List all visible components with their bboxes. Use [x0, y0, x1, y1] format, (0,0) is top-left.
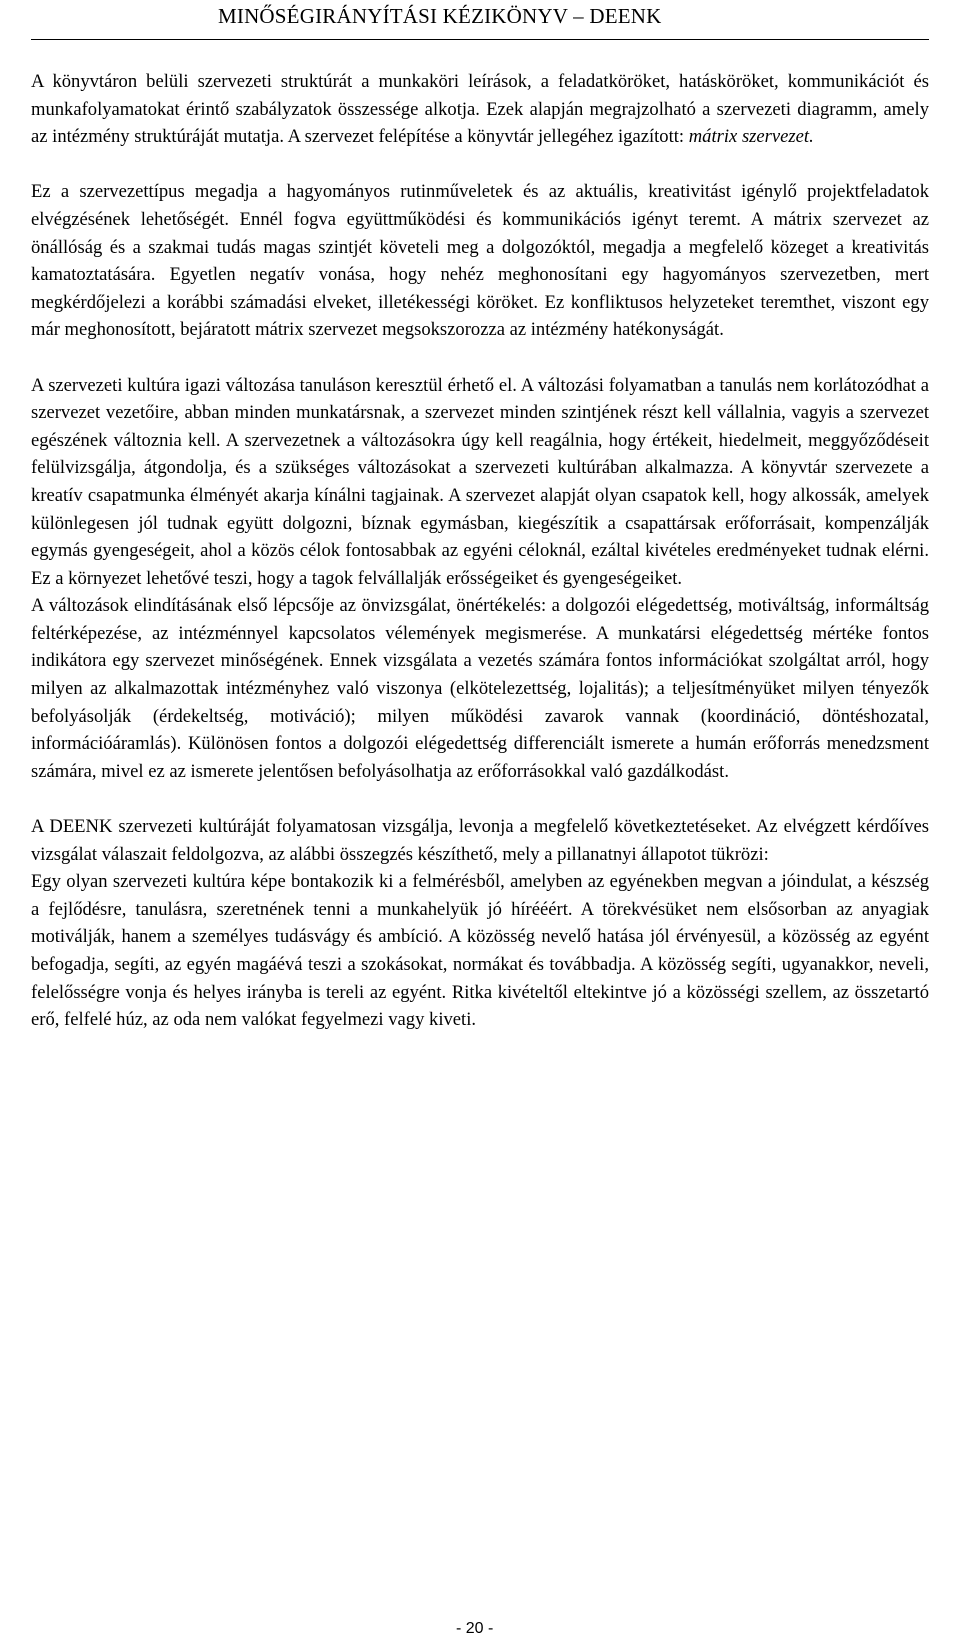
paragraph-summary: Egy olyan szervezeti kultúra képe bontakozik ki a felmérésből, amelyben az egyénekben megvan a jóindulat, a készség a fejlődésre, tanulásra, szeretnének tenni a munkahelyük jó hírééért. A törekvésüket nem elsősorban az anyagiak motiválják, hanem a személyes tudásvágy és ambíció. A közösség nevelő hatása jól érvényesül, a közösség az egyént befogadja, segíti, az egyén magáévá teszi a szokásokat, normákat és továbbadja. A közösség segíti, ugyanakkor, neveli, felelősségre vonja és helyes irányba is tereli az egyént. Ritka kivételtől eltekintve jó a közösségi szellem, az összetartó erő, felfelé húz, az oda nem valókat fegyelmezi vagy kiveti. [31, 871, 929, 1031]
page-number: - 20 - [456, 1620, 494, 1637]
header-rule [31, 39, 929, 40]
page-header [0, 2, 960, 42]
paragraph-change: A változások elindításának első lépcsője az önvizsgálat, önértékelés: a dolgozói elégedettség, motiváltság, informáltság feltérképezése, az intézménnyel kapcsolatos vélemények megismerése. A munkatársi elégedettség mértéke fontos indikátora egy szervezet minőségének. Ennek vizsgálata a vezetés számára fontos információkat szolgáltat arról, hogy milyen az alkalmazottak intézményhez való viszonya (elkötelezettség, lojalitás); a teljesítményüket milyen tényezők befolyásolják (érdekeltség, motiváció); milyen működési zavarok vannak (koordináció, döntéshozatal, információáramlás). Különösen fontos a dolgozói elégedettség differenciált ismerete a humán erőforrás menedzsment számára, mivel ez az ismerete jelentősen befolyásolhatja az erőforrásokkal való gazdálkodást. [31, 595, 929, 782]
body-text [31, 68, 929, 1034]
header-title: MINŐSÉGIRÁNYÍTÁSI KÉZIKÖNYV – DEENK [218, 4, 662, 28]
paragraph-intro-text: A könyvtáron belüli szervezeti struktúrát a munkaköri leírások, a feladatköröket, hatásköröket, kommunikációt és munkafolyamatokat érintő szabályzatok összessége alkotja. Ezek alapján megrajzolható a szervezeti diagramm, amely az intézmény struktúráját mutatja. A szervezet felépítése a könyvtár jellegéhez igazított: [31, 71, 929, 148]
paragraph-culture: A szervezeti kultúra igazi változása tanuláson keresztül érhető el. A változási folyamatban a tanulás nem korlátozódhat a szervezet vezetőire, abban minden munkatársnak, a szervezet minden szintjének részt kell vállalnia, vagyis a szervezet egészének változnia kell. A szervezetnek a változásokra úgy kell reagálnia, hogy értékeit, hiedelmeit, meggyőződéseit felülvizsgálja, átgondolja, és a szükséges változásokat a szervezeti kultúrában alkalmazza. A könyvtár szervezete a kreatív csapatmunka élményét akarja kínálni tagjainak. A szervezet alapját olyan csapatok kell, hogy alkossák, amelyek különlegesen jól tudnak együtt dolgozni, bíznak egymásban, kiegészítik a csapattársak erőforrásait, kompenzálják egymás gyengeségeit, ahol a közös célok fontosabbak az egyéni céloknál, ezáltal kivételes eredményeket tudnak elérni. Ez a környezet lehetővé teszi, hogy a tagok felvállalják erősségeiket és gyengeségeiket. [31, 374, 929, 589]
paragraph-intro [31, 68, 929, 151]
paragraph-intro-emphasis: mátrix szervezet. [688, 126, 814, 148]
paragraph-deenk: A DEENK szervezeti kultúráját folyamatosan vizsgálja, levonja a megfelelő következtetéseket. Az elvégzett kérdőíves vizsgálat válaszait feldolgozva, az alábbi összegzés készíthető, mely a pillanatnyi állapotot tükrözi: [31, 816, 929, 865]
paragraph-matrix: Ez a szervezettípus megadja a hagyományos rutinműveletek és az aktuális, kreativitást igénylő projektfeladatok elvégzésének lehetőségét. Ennél fogva együttműködési és kommunikációs igényt teremt. A mátrix szervezet az önállóság és a szakmai tudás magas szintjét követeli meg a dolgozóktól, megadja a megfelelő közeget a kreativitás kamatoztatására. Egyetlen negatív vonása, hogy nehéz meghonosítani egy hagyományos szervezetben, mert megkérdőjelezi a korábbi számadási elveket, illetékességi köröket. Ez konfliktusos helyzeteket teremthet, viszont egy már meghonosított, bejáratott mátrix szervezet megsokszorozza az intézmény hatékonyságát. [31, 181, 929, 341]
